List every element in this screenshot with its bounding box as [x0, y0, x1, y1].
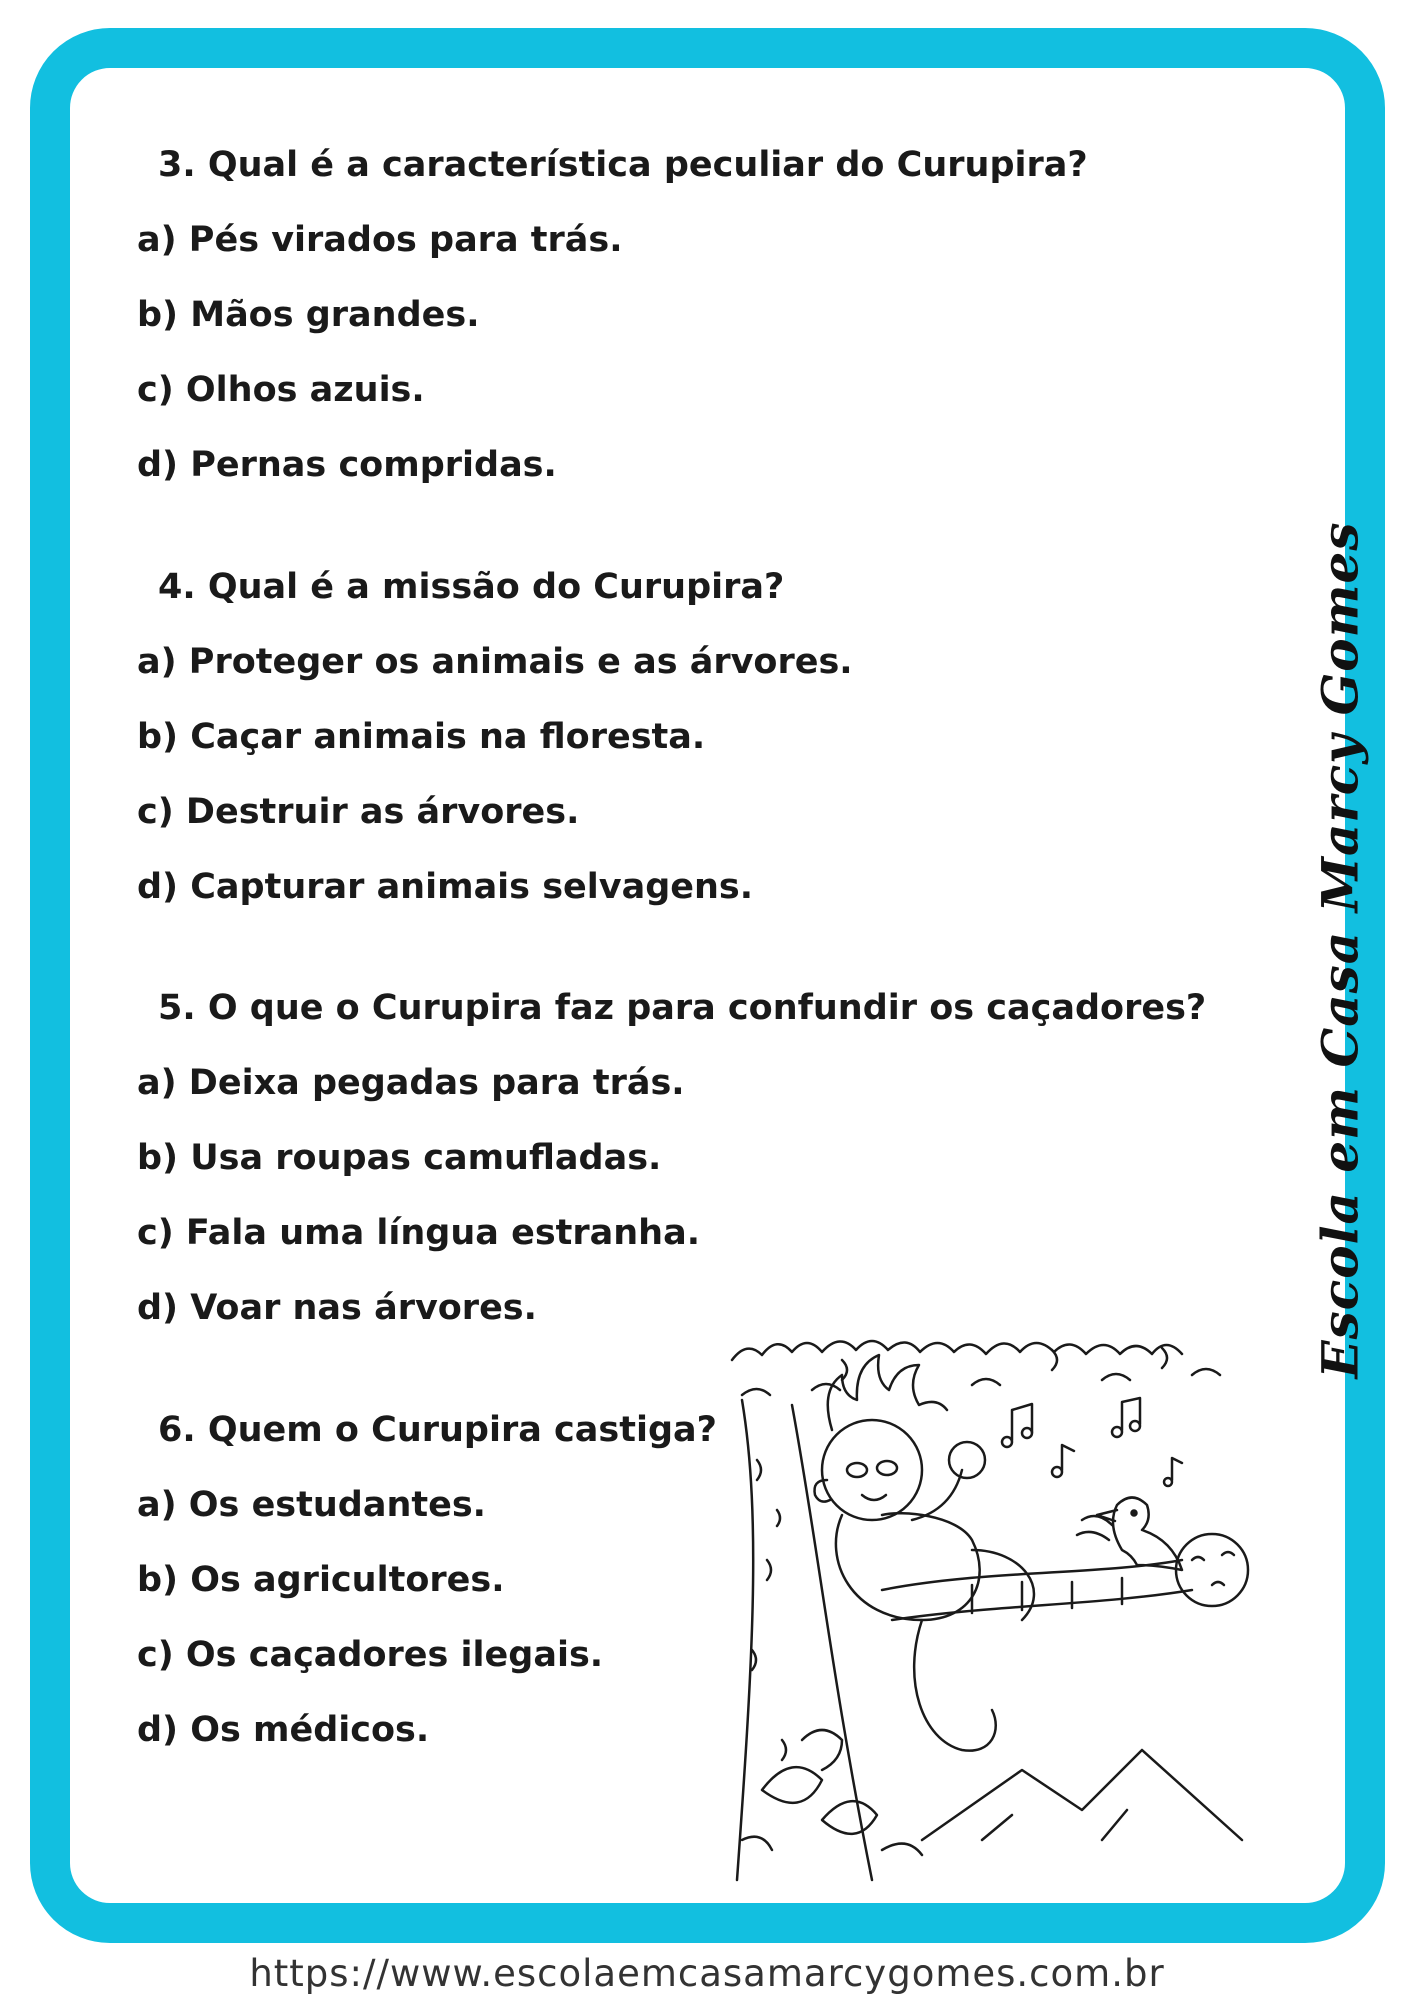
question-6-option-d: d) Os médicos.: [137, 1710, 430, 1750]
question-5-option-d: d) Voar nas árvores.: [137, 1288, 537, 1328]
question-4-option-b: b) Caçar animais na floresta.: [137, 717, 706, 757]
question-4-option-a: a) Proteger os animais e as árvores.: [137, 642, 853, 682]
question-6-option-b: b) Os agricultores.: [137, 1560, 505, 1600]
footer-url[interactable]: https://www.escolaemcasamarcygomes.com.br: [249, 1952, 1165, 1995]
question-4-option-c: c) Destruir as árvores.: [137, 792, 580, 832]
question-3-option-c: c) Olhos azuis.: [137, 370, 425, 410]
curupira-in-tree-illustration: [722, 1320, 1282, 1885]
question-5-option-a: a) Deixa pegadas para trás.: [137, 1063, 685, 1103]
question-5-title: 5. O que o Curupira faz para confundir os caçadores?: [158, 988, 1207, 1028]
question-6-title: 6. Quem o Curupira castiga?: [158, 1410, 717, 1450]
side-title: Escola em Casa Marcy Gomes: [1310, 521, 1370, 1379]
question-3-option-a: a) Pés virados para trás.: [137, 220, 623, 260]
question-3-title: 3. Qual é a característica peculiar do Curupira?: [158, 145, 1088, 185]
question-5-option-b: b) Usa roupas camufladas.: [137, 1138, 662, 1178]
question-4-title: 4. Qual é a missão do Curupira?: [158, 567, 785, 607]
question-3-option-d: d) Pernas compridas.: [137, 445, 557, 485]
question-3-option-b: b) Mãos grandes.: [137, 295, 480, 335]
question-6-option-c: c) Os caçadores ilegais.: [137, 1635, 604, 1675]
question-6-option-a: a) Os estudantes.: [137, 1485, 486, 1525]
question-5-option-c: c) Fala uma língua estranha.: [137, 1213, 701, 1253]
question-4-option-d: d) Capturar animais selvagens.: [137, 867, 754, 907]
